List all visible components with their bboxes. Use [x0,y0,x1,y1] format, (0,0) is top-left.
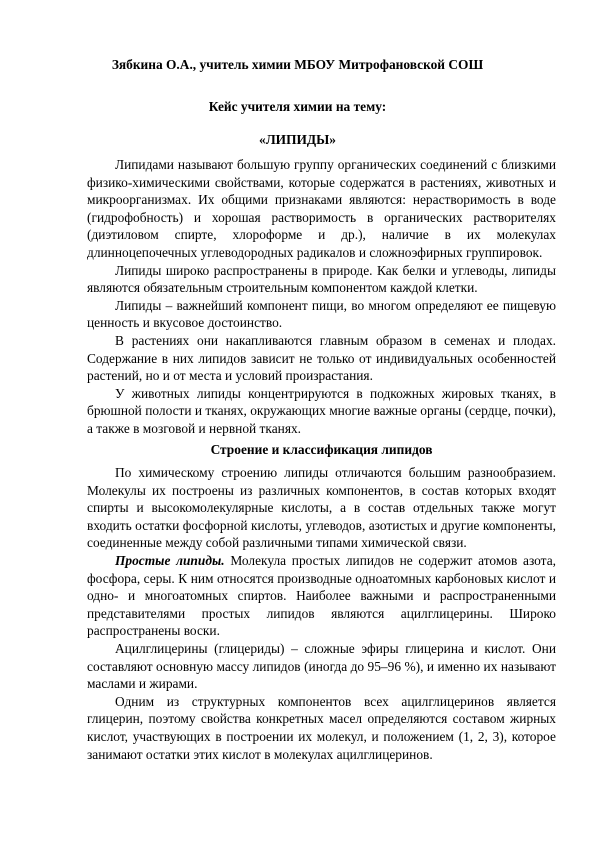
document-body [87,156,556,763]
section-heading: Строение и классификация липидов [210,441,433,457]
paragraph-text: Молекула простых липидов не содержит атомов азота, фосфора, серы. К ним относятся производные одноатомных карбоновых кислот и одно- и многоатомных спиртов. Наиболее важными и распространенными представителями простых липидов являются ацилглицерины. Широко распространены воски. [87,553,556,639]
paragraph: У животных липиды концентрируются в подкожных жировых тканях, в брюшной полости и тканях, окружающих многие важные органы (сердце, почки), а также в мозговой и нервной тканях. [87,385,556,436]
topic-title: «ЛИПИДЫ» [259,132,336,147]
paragraph: Липиды – важнейший компонент пищи, во многом определяют ее пищевую ценность и вкусовое достоинство. [87,297,556,331]
paragraph: В растениях они накапливаются главным образом в семенах и плодах. Содержание в них липидов зависит не только от индивидуальных особенностей растений, но и от места и условий произрастания. [87,332,556,384]
paragraph-simple-lipids [87,552,556,640]
paragraph: Ацилглицерины (глицериды) – сложные эфиры глицерина и кислот. Они составляют основную массу липидов (иногда до 95–96 %), и именно их называют маслами и жирами. [87,641,556,692]
paragraph: По химическому строению липиды отличаются большим разнообразием. Молекулы их построены из различных компонентов, в состав которых входят спирты и высокомолекулярные кислоты, а в состав отдельных также могут входить остатки фосфорной кислоты, углеводов, азотистых и другие компоненты, соединенные между собой различными типами химической связи. [87,465,556,551]
term-simple-lipids: Простые липиды. [115,553,225,569]
paragraph: Липиды широко распространены в природе. Как белки и углеводы, липиды являются обязательным строительным компонентом каждой клетки. [87,262,556,296]
paragraph: Липидами называют большую группу органических соединений с близкими физико-химическими свойствами, которые содержатся в растениях, животных и микроорганизмах. Их общими признаками являются: нерастворимость в воде (гидрофобность) и хорошая растворимость в органических растворителях (диэтиловом спирте, хлороформе и др.), наличие в их молекулах длинноцепочечных углеводородных радикалов и сложноэфирных группировок. [87,157,556,260]
case-title: Кейс учителя химии на тему: [208,99,387,114]
paragraph: Одним из структурных компонентов всех ацилглицеринов является глицерин, поэтому свойства конкретных масел определяются составом жирных кислот, участвующих в построении их молекул, и положением (1, 2, 3), которое занимают остатки этих кислот в молекулах ацилглицеринов. [87,693,556,762]
author-line: Зябкина О.А., учитель химии МБОУ Митрофановской СОШ [111,57,484,72]
